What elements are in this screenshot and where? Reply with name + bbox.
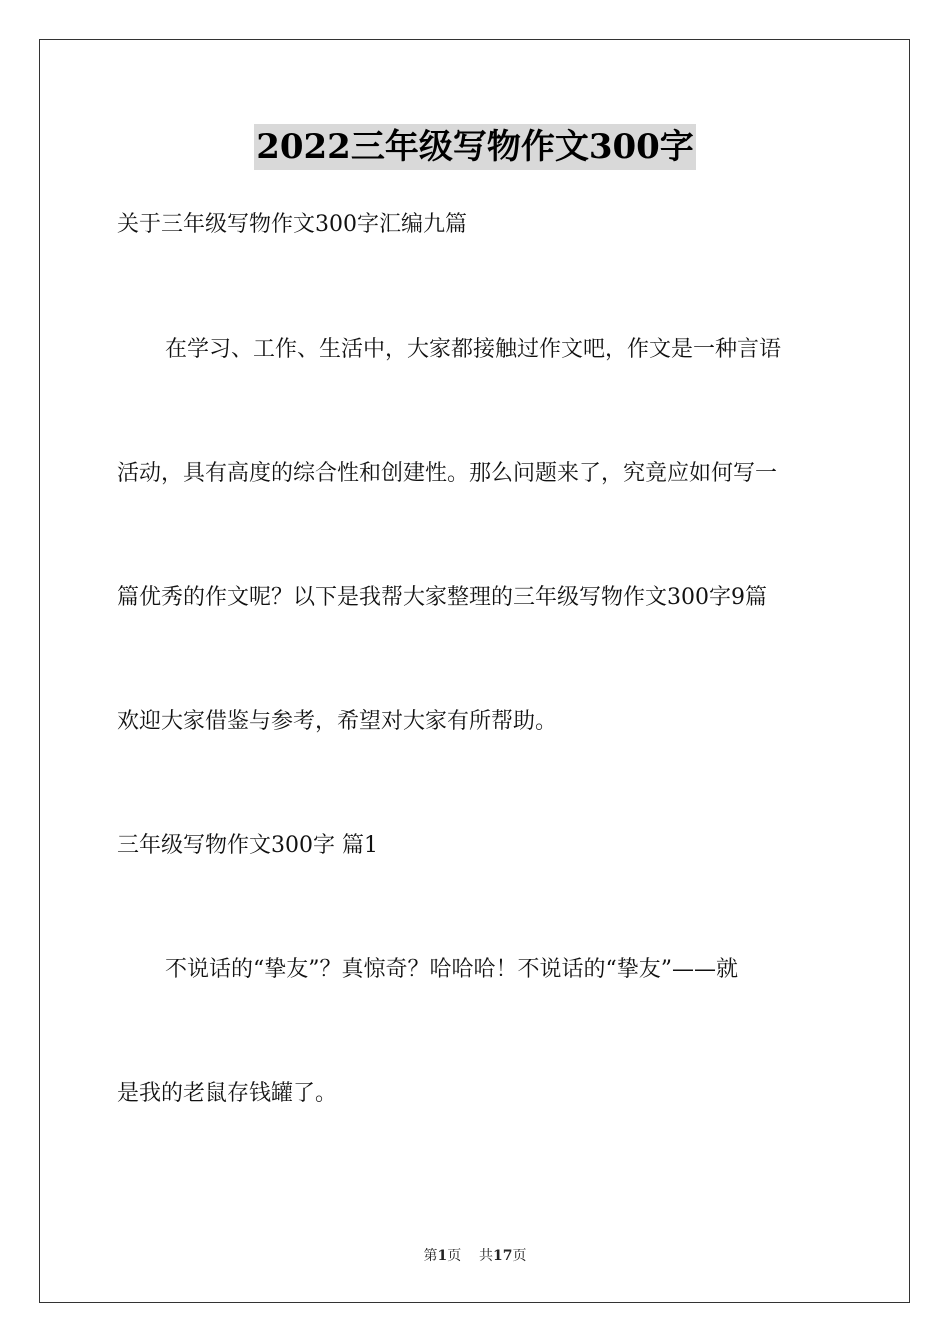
page-footer bbox=[0, 1247, 950, 1265]
footer-page-prefix: 第 bbox=[423, 1248, 438, 1264]
intro-line-3: 篇优秀的作文呢？以下是我帮大家整理的三年级写物作文300字9篇 bbox=[117, 585, 767, 610]
document-title: 2022三年级写物作文300字 bbox=[254, 124, 696, 170]
document-subtitle: 关于三年级写物作文300字汇编九篇 bbox=[117, 212, 467, 237]
intro-line-2: 活动，具有高度的综合性和创建性。那么问题来了，究竟应如何写一 bbox=[117, 461, 778, 486]
section-heading: 三年级写物作文300字 篇1 bbox=[117, 833, 378, 858]
footer-page-suffix: 页 bbox=[447, 1248, 462, 1264]
footer-total-suffix: 页 bbox=[512, 1248, 527, 1264]
title-container bbox=[0, 124, 950, 170]
intro-line-1: 在学习、工作、生活中，大家都接触过作文吧，作文是一种言语 bbox=[165, 337, 782, 362]
footer-page-number: 1 bbox=[437, 1248, 448, 1264]
footer-total-pages: 17 bbox=[493, 1248, 513, 1264]
intro-line-4: 欢迎大家借鉴与参考，希望对大家有所帮助。 bbox=[117, 709, 558, 734]
body-line-1: 不说话的“挚友”？真惊奇？哈哈哈！不说话的“挚友”——就 bbox=[165, 957, 738, 982]
footer-total-prefix: 共 bbox=[479, 1248, 494, 1264]
body-line-2: 是我的老鼠存钱罐了。 bbox=[117, 1081, 338, 1106]
